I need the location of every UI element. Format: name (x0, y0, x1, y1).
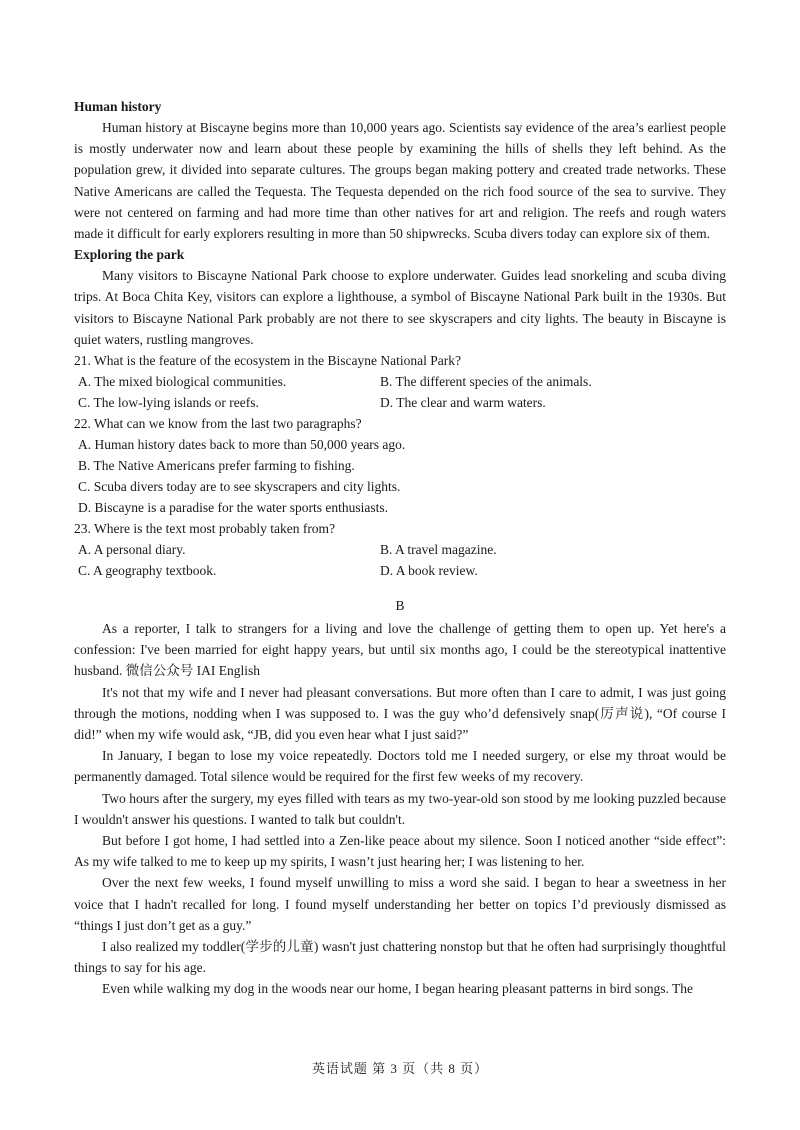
exploring-paragraph: Many visitors to Biscayne National Park choose to explore underwater. Guides lead snorkeling and scuba diving trips. At Boca Chita Key, visitors can explore a lighthouse, a symbol of Biscayne National Park built in the 1930s. But visitors to Biscayne National Park probably are not there to see skyscrapers and city lights. The beauty in Biscayne is quiet waters, rustling mangroves. (74, 268, 726, 347)
question-23 (74, 518, 726, 581)
passage-b-paragraph: In January, I began to lose my voice repeatedly. Doctors told me I needed surgery, or else my throat would be permanently damaged. Total silence would be required for the first few weeks of my recovery. (74, 748, 726, 785)
answer-options (74, 434, 726, 518)
option-b: B. A travel magazine. (380, 542, 497, 558)
section-b-label: B (395, 598, 405, 614)
option-b: B. The different species of the animals. (380, 374, 592, 390)
exploring-heading: Exploring the park (74, 247, 185, 263)
option-d: D. The clear and warm waters. (380, 395, 546, 411)
human-history-heading: Human history (74, 99, 162, 114)
question-stem: 23. Where is the text most probably taken from? (74, 521, 336, 537)
document-body (74, 96, 726, 1000)
question-stem: 22. What can we know from the last two paragraphs? (74, 416, 362, 432)
option-d: D. Biscayne is a paradise for the water sports enthusiasts. (78, 500, 389, 516)
option-a: A. Human history dates back to more than 50,000 years ago. (78, 437, 406, 453)
option-c: C. A geography textbook. (78, 563, 217, 579)
answer-options (74, 371, 726, 413)
option-b: B. The Native Americans prefer farming to fishing. (78, 458, 355, 474)
answer-options (74, 539, 726, 581)
passage-b-paragraph: Even while walking my dog in the woods near our home, I began hearing pleasant patterns in bird songs. The (102, 981, 693, 997)
passage-b-paragraph: It's not that my wife and I never had pleasant conversations. But more often than I care to admit, I was just going through the motions, nodding when I was supposed to. I was the guy who’d defensively snap(厉声说), “Of course I did!” when my wife would ask, “JB, did you even hear what I just said?” (74, 684, 726, 743)
passage-b-paragraph: But before I got home, I had settled into a Zen-like peace about my silence. Soon I noticed another “side effect”: As my wife talked to me to keep up my spirits, I wasn’t just hearing her; I was listening to her. (74, 833, 726, 870)
option-a: A. A personal diary. (78, 542, 186, 558)
passage-b-paragraph: I also realized my toddler(学步的儿童) wasn't just chattering nonstop but that he often had surprisingly thoughtful things to say for his age. (74, 939, 726, 976)
question-21 (74, 350, 726, 413)
human-history-paragraph: Human history at Biscayne begins more than 10,000 years ago. Scientists say evidence of the area’s earliest people is mostly underwater now and learn about these people by examining the hills of shells they left behind. As the population grew, it divided into separate cultures. The groups began making pottery and created trade networks. These Native Americans are called the Tequesta. The Tequesta depended on the rich food source of the sea to survive. They were not centered on farming and had more time than other natives for art and religion. The reefs and rough waters made it difficult for early explorers resulting in more than 50 shipwrecks. Scuba divers today can explore six of them. (74, 120, 726, 242)
option-a: A. The mixed biological communities. (78, 374, 287, 390)
option-c: C. The low-lying islands or reefs. (78, 395, 259, 411)
question-stem: 21. What is the feature of the ecosystem in the Biscayne National Park? (74, 353, 462, 369)
page-footer: 英语试题 第 3 页（共 8 页） (311, 1061, 489, 1076)
option-d: D. A book review. (380, 563, 478, 579)
passage-b-paragraph: As a reporter, I talk to strangers for a living and love the challenge of getting them to open up. Yet here's a confession: I've been married for eight happy years, but until six months ago, I could be the stereotypical inattentive husband. 微信公众号 IAI English (74, 621, 726, 679)
question-22 (74, 413, 726, 518)
passage-b-paragraph: Two hours after the surgery, my eyes filled with tears as my two-year-old son stood by me looking puzzled because I wouldn't answer his questions. I wanted to talk but couldn't. (74, 790, 726, 827)
passage-b-paragraph: Over the next few weeks, I found myself unwilling to miss a word she said. I began to hear a sweetness in her voice that I hadn't recalled for long. I found myself understanding her better on topics I’d previously dismissed as “things I just don’t get as a guy.” (74, 875, 726, 933)
option-c: C. Scuba divers today are to see skyscrapers and city lights. (78, 479, 401, 495)
